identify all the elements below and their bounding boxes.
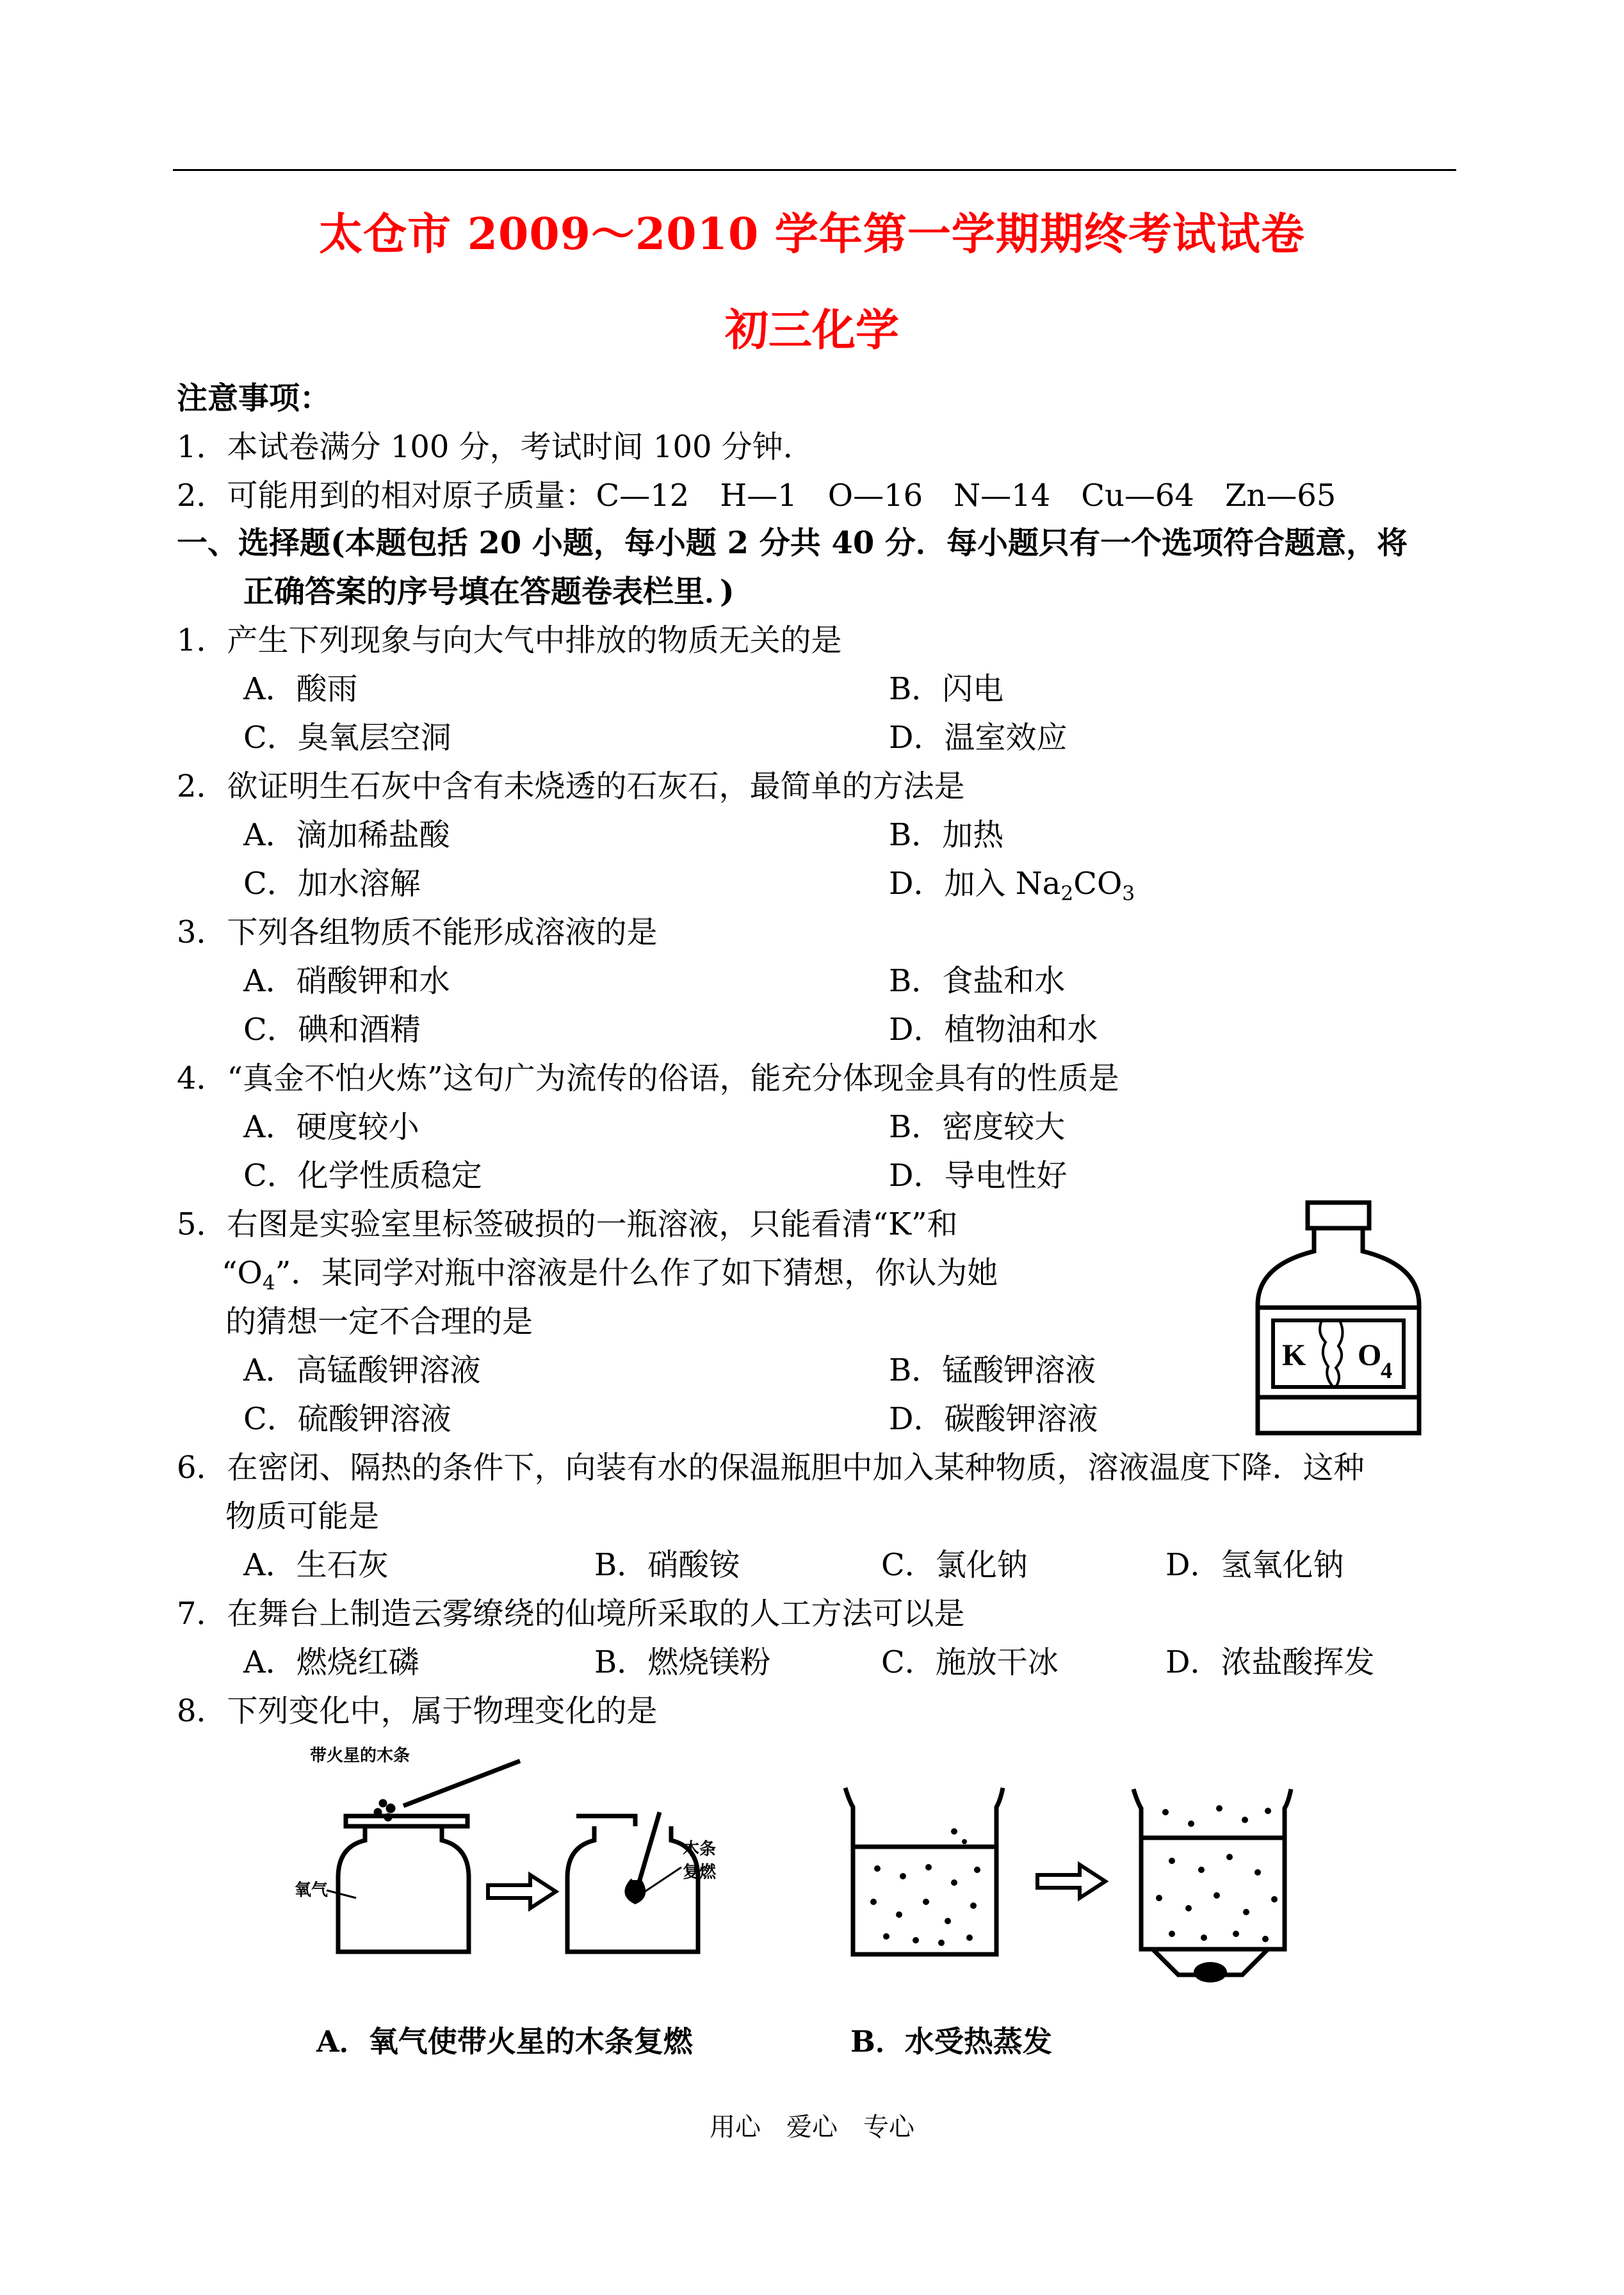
- label-rekindle-2: 复燃: [683, 1863, 717, 1882]
- label-oxygen: 氧气: [295, 1881, 329, 1900]
- q5-option-c: C．硫酸钾溶液: [243, 1401, 451, 1437]
- q5-option-d: D．碳酸钾溶液: [889, 1401, 1098, 1437]
- q4-option-c: C．化学性质稳定: [243, 1158, 482, 1194]
- bottle-1-lid: [346, 1816, 467, 1826]
- section-heading-cont: 正确答案的序号填在答题卷表栏里．): [243, 574, 735, 610]
- exam-subtitle: 初三化学: [724, 305, 899, 356]
- q1-option-c: C．臭氧层空洞: [243, 720, 451, 756]
- arrow-b: [1037, 1865, 1105, 1898]
- question-7-stem: 7．在舞台上制造云雾缭绕的仙境所采取的人工方法可以是: [177, 1596, 965, 1632]
- question-5-stem-3: 的猜想一定不合理的是: [225, 1304, 533, 1340]
- page-footer: 用心 爱心 专心: [710, 2113, 914, 2142]
- q5-option-a: A．高锰酸钾溶液: [243, 1352, 481, 1388]
- section-heading: 一、选择题(本题包括 20 小题，每小题 2 分共 40 分．每小题只有一个选项符合题意，将: [177, 525, 1408, 561]
- figure-a-oxygen-splint: [282, 1742, 807, 1972]
- q7-option-a: A．燃烧红磷: [243, 1644, 419, 1680]
- bottle-body: [1258, 1228, 1419, 1433]
- glowing-splint: [403, 1761, 520, 1806]
- question-3-stem: 3．下列各组物质不能形成溶液的是: [177, 914, 658, 950]
- q6-option-d: D．氢氧化钠: [1165, 1547, 1344, 1583]
- bottle-stopper: [1308, 1203, 1369, 1228]
- notes-heading: 注意事项：: [177, 380, 331, 416]
- q6-option-b: B．硝酸铵: [594, 1547, 740, 1583]
- q3-option-a: A．硝酸钾和水: [243, 963, 450, 999]
- q4-option-a: A．硬度较小: [243, 1109, 419, 1145]
- question-1-stem: 1．产生下列现象与向大气中排放的物质无关的是: [177, 622, 842, 658]
- figure-a-caption: A．氧气使带火星的木条复燃: [316, 2024, 693, 2059]
- question-5-stem-2: “$O_4$”．某同学对瓶中溶液是什么作了如下猜想，你认为她: [222, 1255, 998, 1295]
- q6-option-a: A．生石灰: [243, 1547, 389, 1583]
- label-rekindle-1: 木条: [683, 1840, 717, 1859]
- flame-icon: [1194, 1962, 1227, 1983]
- note-item-2: 2．可能用到的相对原子质量：C—12 H—1 O—16 N—14 Cu—64 Zn—65: [177, 478, 1336, 514]
- reagent-bottle-figure: [1255, 1197, 1422, 1441]
- question-8-stem: 8．下列变化中，属于物理变化的是: [177, 1693, 658, 1729]
- q3-option-c: C．碘和酒精: [243, 1012, 421, 1048]
- q7-option-d: D．浓盐酸挥发: [1165, 1644, 1375, 1680]
- question-6-stem-2: 物质可能是: [225, 1498, 380, 1534]
- q1-option-a: A．酸雨: [243, 671, 358, 707]
- question-2-stem: 2．欲证明生石灰中含有未烧透的石灰石，最简单的方法是: [177, 768, 965, 804]
- q2-option-a: A．滴加稀盐酸: [243, 817, 450, 853]
- bottle-label-sub: 4: [1381, 1358, 1392, 1383]
- q3-option-d: D．植物油和水: [889, 1012, 1098, 1048]
- q7-option-b: B．燃烧镁粉: [594, 1644, 771, 1680]
- question-5-stem-1: 5．右图是实验室里标签破损的一瓶溶液，只能看清“K”和: [177, 1206, 958, 1242]
- q2-option-c: C．加水溶解: [243, 866, 421, 902]
- bottle-1-body: [338, 1826, 469, 1952]
- exam-title: 太仓市 2009～2010 学年第一学期期终考试试卷: [319, 209, 1305, 260]
- q6-option-c: C．氯化钠: [881, 1547, 1028, 1583]
- bottle-label-o: O: [1358, 1338, 1382, 1372]
- bottle-2-lid: [576, 1816, 635, 1826]
- q2-option-b: B．加热: [889, 817, 1004, 853]
- q2-option-d: D．加入 $Na_2CO_3$: [889, 866, 1135, 905]
- figure-b-caption: B．水受热蒸发: [850, 2024, 1052, 2059]
- figure-b-water-evaporation: [832, 1780, 1294, 1985]
- q1-option-d: D．温室效应: [889, 720, 1068, 756]
- label-glowing-splint: 带火星的木条: [310, 1746, 410, 1765]
- header-rule: [173, 169, 1456, 171]
- q4-option-b: B．密度较大: [889, 1109, 1066, 1145]
- q7-option-c: C．施放干冰: [881, 1644, 1059, 1680]
- arrow-a: [488, 1875, 556, 1908]
- q3-option-b: B．食盐和水: [889, 963, 1066, 999]
- bottle-label-k: K: [1282, 1338, 1306, 1372]
- q5-option-b: B．锰酸钾溶液: [889, 1352, 1096, 1388]
- question-4-stem: 4．“真金不怕火炼”这句广为流传的俗语，能充分体现金具有的性质是: [177, 1060, 1119, 1096]
- note-item-1: 1．本试卷满分 100 分，考试时间 100 分钟．: [177, 429, 814, 465]
- burning-splint: [638, 1812, 660, 1886]
- question-6-stem-1: 6．在密闭、隔热的条件下，向装有水的保温瓶胆中加入某种物质，溶液温度下降．这种: [177, 1450, 1365, 1486]
- q4-option-d: D．导电性好: [889, 1158, 1068, 1194]
- q1-option-b: B．闪电: [889, 671, 1004, 707]
